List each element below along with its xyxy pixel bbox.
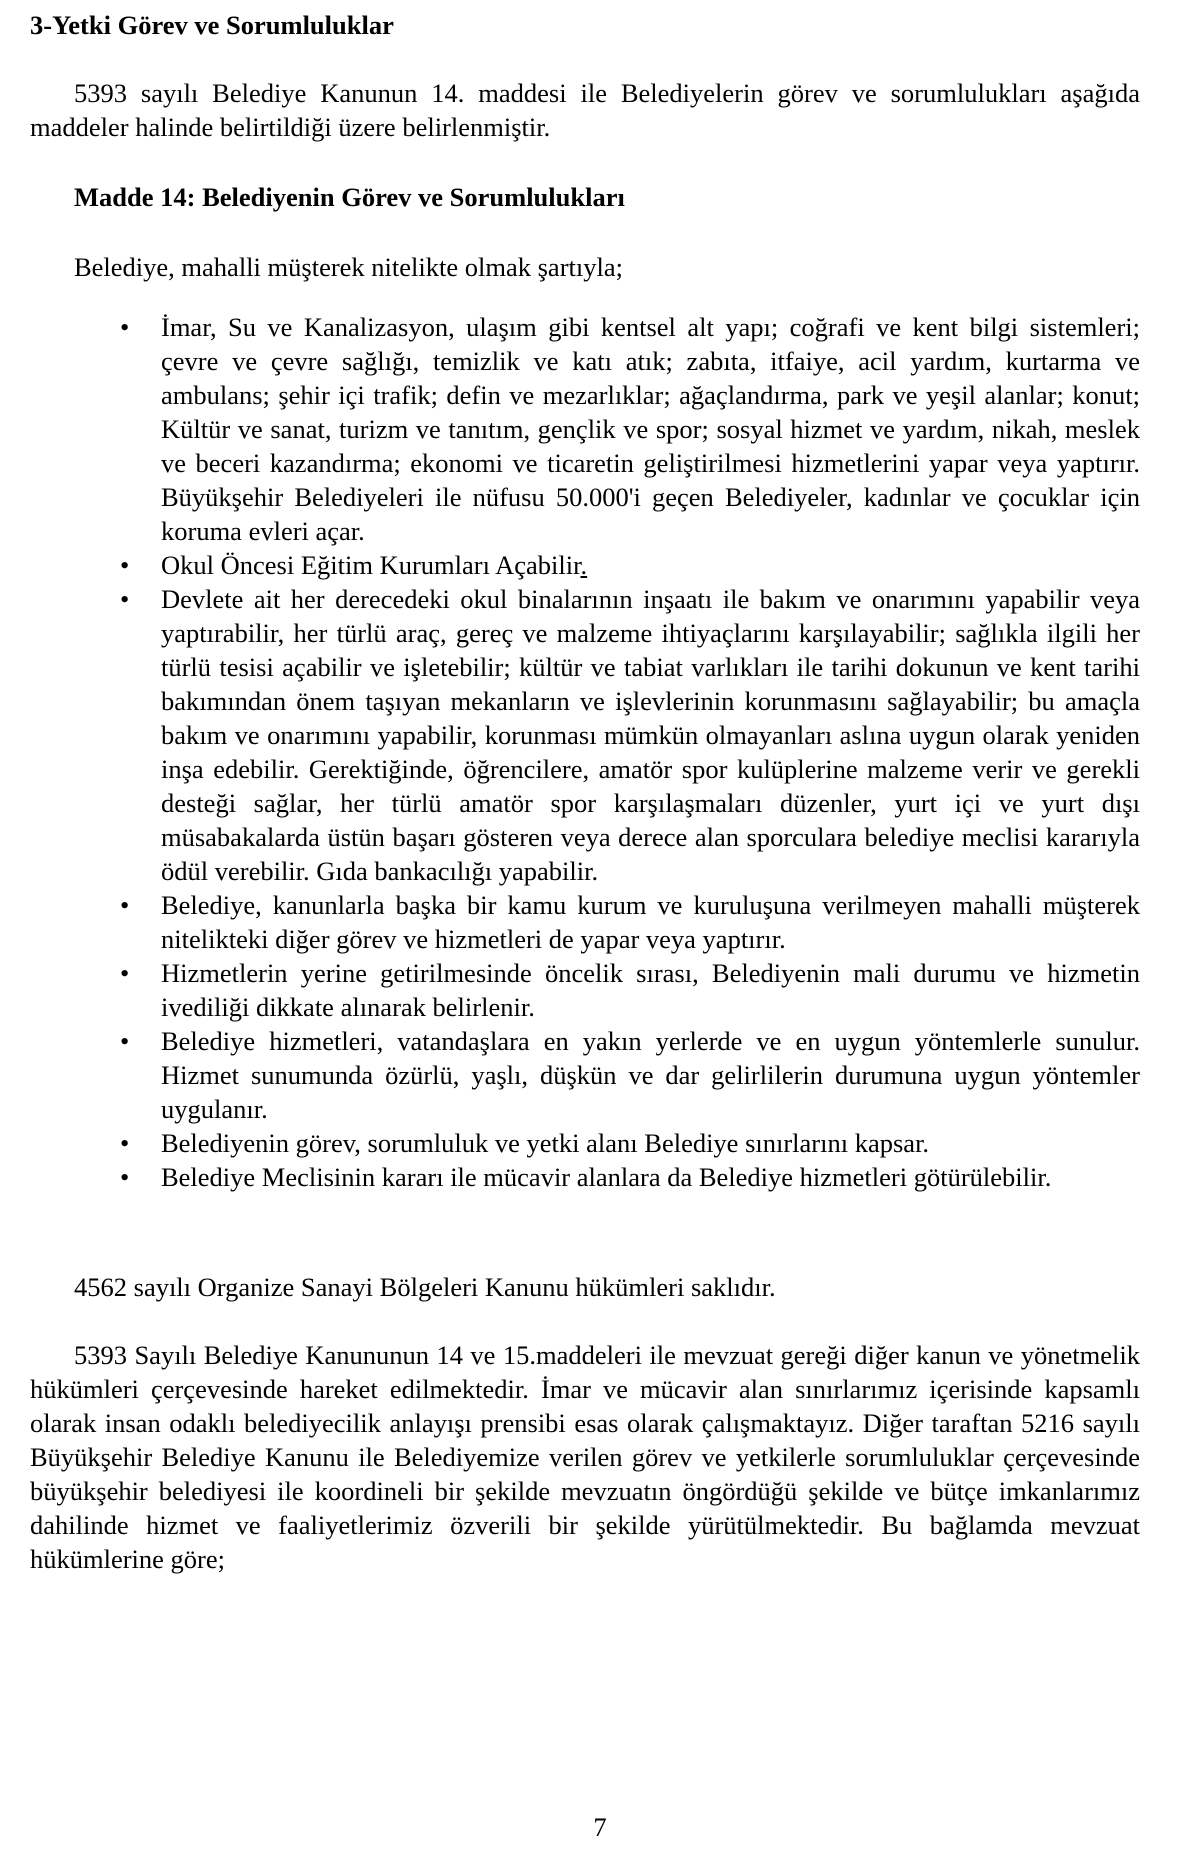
- bullet-icon: •: [120, 1128, 130, 1158]
- list-item-text: Belediye, kanunlarla başka bir kamu kurum ve kuruluşuna verilmeyen mahalli müşterek nitelikteki diğer görev ve hizmetleri de yapar veya yaptırır.: [161, 890, 1140, 954]
- list-item: [120, 310, 1140, 548]
- bullet-icon: •: [120, 890, 130, 920]
- bullet-icon: •: [120, 958, 130, 988]
- closing-paragraph: 5393 Sayılı Belediye Kanununun 14 ve 15.maddeleri ile mevzuat gereği diğer kanun ve yönetmelik hükümleri çerçevesinde hareket edilmektedir. İmar ve mücavir alan sınırlarımız içerisinde kapsamlı olarak insan odaklı belediyecilik anlayışı prensibi esas olarak çalışmaktayız. Diğer taraftan 5216 sayılı Büyükşehir Belediye Kanunu ile Belediyemize verilen görev ve yetkilerle sorumluluklar çerçevesinde büyükşehir belediyesi ile koordineli bir şekilde mevzuatın öngördüğü şekilde ve bütçe imkanlarımız dahilinde hizmet ve faaliyetlerimiz özverili bir şekilde yürütülmektedir. Bu bağlamda mevzuat hükümlerine göre;: [30, 1340, 1140, 1574]
- list-item: [120, 548, 1140, 582]
- bullet-icon: •: [120, 1026, 130, 1056]
- list-item: [120, 1126, 1140, 1160]
- list-item-text: Hizmetlerin yerine getirilmesinde öncelik sırası, Belediyenin mali durumu ve hizmetin ivediliği dikkate alınarak belirlenir.: [161, 958, 1140, 1022]
- list-item: [120, 1024, 1140, 1126]
- condition-line: Belediye, mahalli müşterek nitelikte olmak şartıyla;: [74, 252, 623, 282]
- bullet-icon: •: [120, 584, 130, 614]
- list-item-text: Belediyenin görev, sorumluluk ve yetki alanı Belediye sınırlarını kapsar.: [161, 1128, 930, 1158]
- article-heading: Madde 14: Belediyenin Görev ve Sorumlulukları: [74, 182, 625, 212]
- bullet-icon: •: [120, 550, 130, 580]
- list-item: [120, 956, 1140, 1024]
- list-item-text: Devlete ait her derecedeki okul binalarının inşaatı ile bakım ve onarımını yapabilir veya yaptırabilir, her türlü araç, gereç ve malzeme ihtiyaçlarını karşılayabilir; sağlıkla ilgili her türlü tesisi açabilir ve işletebilir; kültür ve tabiat varlıkları ile tarihi dokunun ve kent tarihi bakımından önem taşıyan mekanların ve işlevlerinin korunmasını sağlayabilir; bu amaçla bakım ve onarımını yapabilir, korunması mümkün olmayanları aslına uygun olarak yeniden inşa edebilir. Gerektiğinde, öğrencilere, amatör spor kulüplerine malzeme verir ve gerekli desteği sağlar, her türlü amatör spor karşılaşmaları düzenler, yurt içi ve yurt dışı müsabakalarda üstün başarı gösteren veya derece alan sporculara belediye meclisi kararıyla ödül verebilir. Gıda bankacılığı yapabilir.: [161, 584, 1140, 886]
- list-item: [120, 582, 1140, 888]
- bullet-icon: •: [120, 1162, 130, 1192]
- list-item-text: İmar, Su ve Kanalizasyon, ulaşım gibi kentsel alt yapı; coğrafi ve kent bilgi sistemleri; çevre ve çevre sağlığı, temizlik ve katı atık; zabıta, itfaiye, acil yardım, kurtarma ve ambulans; şehir içi trafik; defin ve mezarlıklar; ağaçlandırma, park ve yeşil alanlar; konut; Kültür ve sanat, turizm ve tanıtım, gençlik ve spor; sosyal hizmet ve yardım, nikah, meslek ve beceri kazandırma; ekonomi ve ticaretin geliştirilmesi hizmetlerini yapar veya yaptırır. Büyükşehir Belediyeleri ile nüfusu 50.000'i geçen Belediyeler, kadınlar ve çocuklar için koruma evleri açar.: [161, 312, 1140, 546]
- underlined-period: .: [580, 550, 588, 580]
- bullet-icon: •: [120, 312, 130, 342]
- duties-list: [120, 310, 1140, 1194]
- osb-note: 4562 sayılı Organize Sanayi Bölgeleri Kanunu hükümleri saklıdır.: [74, 1272, 776, 1302]
- list-item: [120, 1160, 1140, 1194]
- list-item-text: Belediye hizmetleri, vatandaşlara en yakın yerlerde ve en uygun yöntemlerle sunulur. Hizmet sunumunda özürlü, yaşlı, düşkün ve dar gelirlilerin durumuna uygun yöntemler uygulanır.: [161, 1026, 1140, 1124]
- list-item: [120, 888, 1140, 956]
- section-heading: 3-Yetki Görev ve Sorumluluklar: [30, 10, 394, 40]
- page-number: 7: [593, 1812, 607, 1842]
- list-item-text: Okul Öncesi Eğitim Kurumları Açabilir: [161, 550, 581, 580]
- list-item-text: Belediye Meclisinin kararı ile mücavir alanlara da Belediye hizmetleri götürülebilir.: [161, 1162, 1052, 1192]
- intro-paragraph: 5393 sayılı Belediye Kanunun 14. maddesi ile Belediyelerin görev ve sorumlulukları aşağıda maddeler halinde belirtildiği üzere belirlenmiştir.: [30, 78, 1140, 142]
